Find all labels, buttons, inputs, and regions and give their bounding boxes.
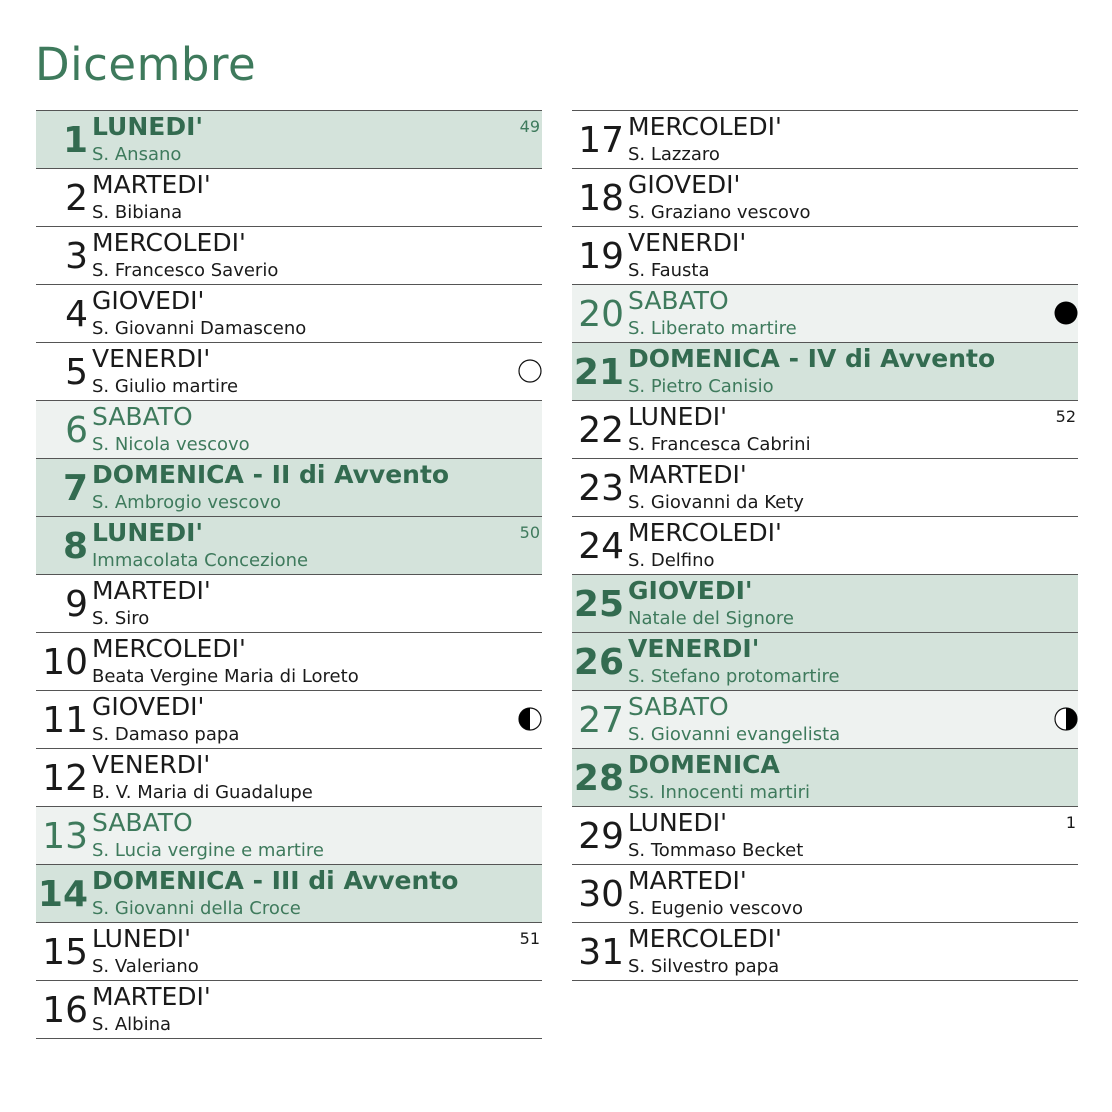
day-row xyxy=(36,633,542,691)
day-name: VENERDI' xyxy=(628,634,760,663)
day-name: DOMENICA - II di Avvento xyxy=(92,460,450,489)
day-name: SABATO xyxy=(92,808,193,837)
day-number: 17 xyxy=(578,120,624,161)
day-row xyxy=(36,749,542,807)
saint-name: S. Fausta xyxy=(628,260,710,281)
day-number: 5 xyxy=(65,352,88,393)
saint-name: S. Bibiana xyxy=(92,202,183,223)
day-row xyxy=(572,575,1078,633)
day-row xyxy=(36,285,542,343)
day-number: 29 xyxy=(578,816,624,857)
saint-name: S. Nicola vescovo xyxy=(92,434,250,455)
day-number: 3 xyxy=(65,236,88,277)
day-row xyxy=(36,111,542,169)
day-name: MERCOLEDI' xyxy=(628,518,782,547)
day-row xyxy=(572,633,1078,691)
moon-phase-new-icon xyxy=(1054,301,1078,325)
week-number: 1 xyxy=(1065,813,1076,832)
day-name: VENERDI' xyxy=(628,228,747,257)
day-number: 4 xyxy=(65,294,88,335)
day-name: LUNEDI' xyxy=(628,808,727,837)
day-name: GIOVEDI' xyxy=(92,286,205,315)
day-name: LUNEDI' xyxy=(628,402,727,431)
day-number: 25 xyxy=(573,584,624,625)
day-name: MERCOLEDI' xyxy=(92,634,246,663)
week-number: 50 xyxy=(519,523,540,542)
day-number: 21 xyxy=(573,352,624,393)
day-number: 31 xyxy=(578,932,624,973)
day-row xyxy=(36,401,542,459)
saint-name: S. Giulio martire xyxy=(92,376,239,397)
saint-name: S. Liberato martire xyxy=(628,318,797,339)
saint-name: S. Damaso papa xyxy=(92,724,240,745)
day-name: DOMENICA - IV di Avvento xyxy=(628,344,996,373)
week-number: 52 xyxy=(1055,407,1076,426)
day-name: MERCOLEDI' xyxy=(628,112,782,141)
day-number: 9 xyxy=(65,584,88,625)
saint-name: S. Valeriano xyxy=(92,956,199,977)
day-number: 30 xyxy=(578,874,624,915)
day-number: 10 xyxy=(42,642,88,683)
day-row xyxy=(36,865,542,923)
saint-name: S. Ambrogio vescovo xyxy=(92,492,281,513)
day-row xyxy=(572,169,1078,227)
day-name: SABATO xyxy=(628,692,729,721)
day-name: GIOVEDI' xyxy=(628,576,753,605)
saint-name: B. V. Maria di Guadalupe xyxy=(92,782,313,803)
day-row xyxy=(572,285,1078,343)
saint-name: Ss. Innocenti martiri xyxy=(628,782,810,803)
day-number: 18 xyxy=(578,178,624,219)
day-row xyxy=(572,401,1078,459)
month-title: Dicembre xyxy=(35,38,257,91)
day-number: 20 xyxy=(578,294,624,335)
day-row xyxy=(572,691,1078,749)
day-name: DOMENICA xyxy=(628,750,780,779)
saint-name: S. Stefano protomartire xyxy=(628,666,840,687)
saint-name: S. Eugenio vescovo xyxy=(628,898,803,919)
saint-name: S. Ansano xyxy=(92,144,182,165)
day-row xyxy=(572,517,1078,575)
day-number: 15 xyxy=(42,932,88,973)
saint-name: S. Graziano vescovo xyxy=(628,202,811,223)
day-number: 16 xyxy=(42,990,88,1031)
day-name: LUNEDI' xyxy=(92,518,204,547)
moon-phase-last-quarter-icon xyxy=(518,707,542,731)
day-row xyxy=(572,865,1078,923)
day-number: 27 xyxy=(578,700,624,741)
day-name: SABATO xyxy=(92,402,193,431)
day-row xyxy=(572,459,1078,517)
day-row xyxy=(36,227,542,285)
saint-name: S. Tommaso Becket xyxy=(628,840,804,861)
saint-name: S. Lucia vergine e martire xyxy=(92,840,324,861)
day-number: 2 xyxy=(65,178,88,219)
day-name: MARTEDI' xyxy=(92,170,211,199)
day-name: GIOVEDI' xyxy=(628,170,741,199)
day-name: DOMENICA - III di Avvento xyxy=(92,866,459,895)
day-name: LUNEDI' xyxy=(92,924,191,953)
day-number: 12 xyxy=(42,758,88,799)
day-row xyxy=(572,749,1078,807)
day-row xyxy=(36,923,542,981)
day-name: MARTEDI' xyxy=(92,982,211,1011)
day-number: 22 xyxy=(578,410,624,451)
day-row xyxy=(572,227,1078,285)
day-number: 24 xyxy=(578,526,624,567)
day-name: VENERDI' xyxy=(92,750,211,779)
saint-name: S. Lazzaro xyxy=(628,144,720,165)
day-row xyxy=(36,981,542,1039)
day-number: 13 xyxy=(42,816,88,857)
day-number: 11 xyxy=(42,700,88,741)
saint-name: Beata Vergine Maria di Loreto xyxy=(92,666,359,687)
day-name: MARTEDI' xyxy=(628,460,747,489)
saint-name: S. Giovanni Damasceno xyxy=(92,318,307,339)
day-row xyxy=(36,517,542,575)
saint-name: S. Giovanni da Kety xyxy=(628,492,804,513)
day-name: VENERDI' xyxy=(92,344,211,373)
saint-name: S. Delfino xyxy=(628,550,715,571)
day-number: 26 xyxy=(573,642,624,683)
moon-phase-first-quarter-icon xyxy=(1054,707,1078,731)
calendar-column-right xyxy=(572,110,1078,981)
calendar-column-left xyxy=(36,110,542,1039)
day-number: 14 xyxy=(37,874,88,915)
day-number: 23 xyxy=(578,468,624,509)
saint-name: S. Albina xyxy=(92,1014,172,1035)
day-name: MERCOLEDI' xyxy=(628,924,782,953)
day-row xyxy=(36,575,542,633)
saint-name: S. Giovanni evangelista xyxy=(628,724,841,745)
day-row xyxy=(572,343,1078,401)
day-name: MARTEDI' xyxy=(628,866,747,895)
day-number: 19 xyxy=(578,236,624,277)
day-name: MERCOLEDI' xyxy=(92,228,246,257)
day-number: 6 xyxy=(65,410,88,451)
day-row xyxy=(36,169,542,227)
day-name: MARTEDI' xyxy=(92,576,211,605)
day-name: GIOVEDI' xyxy=(92,692,205,721)
saint-name: Natale del Signore xyxy=(628,608,794,629)
day-name: LUNEDI' xyxy=(92,112,204,141)
day-number: 1 xyxy=(62,120,88,161)
day-number: 8 xyxy=(62,526,88,567)
saint-name: S. Silvestro papa xyxy=(628,956,780,977)
saint-name: S. Giovanni della Croce xyxy=(92,898,301,919)
day-name: SABATO xyxy=(628,286,729,315)
saint-name: S. Francesco Saverio xyxy=(92,260,279,281)
day-number: 28 xyxy=(573,758,624,799)
day-row xyxy=(36,807,542,865)
day-row xyxy=(572,111,1078,169)
saint-name: S. Pietro Canisio xyxy=(628,376,774,397)
day-row xyxy=(572,807,1078,865)
week-number: 49 xyxy=(519,117,540,136)
day-number: 7 xyxy=(62,468,88,509)
saint-name: S. Francesca Cabrini xyxy=(628,434,811,455)
saint-name: Immacolata Concezione xyxy=(92,550,309,571)
day-row xyxy=(36,459,542,517)
week-number: 51 xyxy=(519,929,540,948)
day-row xyxy=(36,691,542,749)
day-row xyxy=(36,343,542,401)
day-row xyxy=(572,923,1078,981)
saint-name: S. Siro xyxy=(92,608,150,629)
moon-phase-full-icon xyxy=(518,359,542,383)
